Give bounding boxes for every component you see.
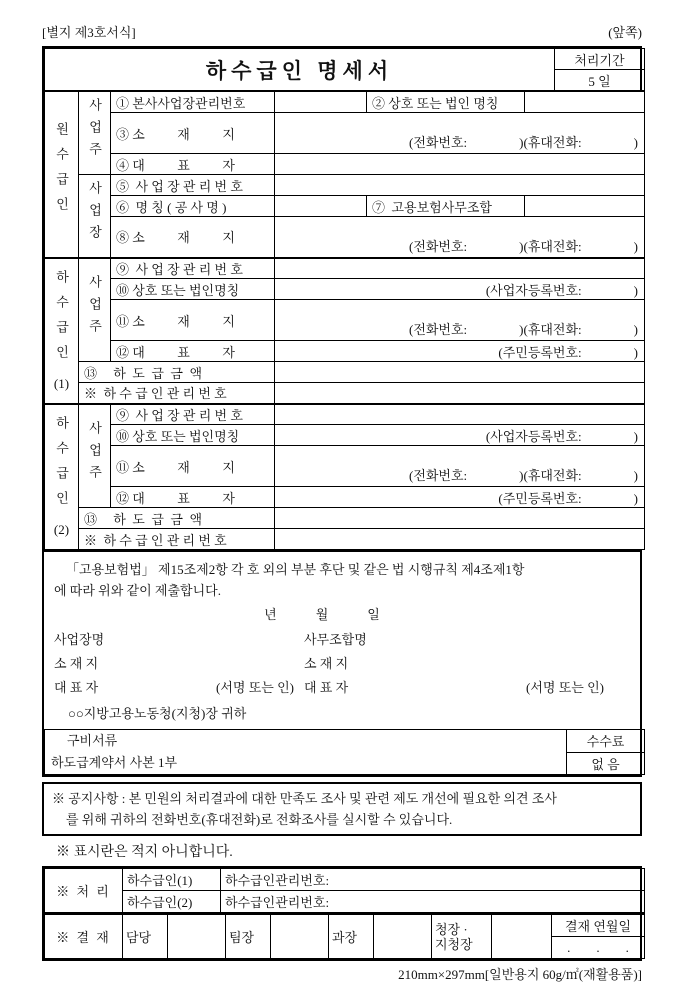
field-label-10-s1: ⑩ 상호 또는 법인명칭 xyxy=(111,279,275,300)
field-label-9-s1: ⑨ 사 업 장 관 리 번 호 xyxy=(111,258,275,279)
processing-period-value: 5 일 xyxy=(555,70,645,91)
approver-chief-sign-cell[interactable] xyxy=(492,914,552,959)
processing-row2-value[interactable]: 하수급인관리번호: xyxy=(221,891,645,913)
section-label-subcontractor-1: 하수급인 (1) xyxy=(45,258,79,404)
field-label-2: ② 상호 또는 법인 명칭 xyxy=(367,92,525,113)
field-value-1[interactable] xyxy=(275,92,367,113)
right-address-label: 소 재 지 xyxy=(304,656,349,671)
approver-manager-label: 과장 xyxy=(329,914,374,959)
processing-row2-name: 하수급인(2) xyxy=(123,891,221,913)
paper-spec-note: 210mm×297mm[일반용지 60g/㎡(재활용품)] xyxy=(398,967,642,982)
sublabel-employer-s1: 사업주 xyxy=(79,258,111,362)
statement-line2: 에 따라 위와 같이 제출합니다. xyxy=(54,583,221,598)
field-label-mgmtno-s1: ※ 하 수 급 인 관 리 번 호 xyxy=(79,383,275,404)
field-value-11-s2[interactable]: (전화번호: )(휴대전화: ) xyxy=(275,446,645,487)
approver-teamlead-sign-cell[interactable] xyxy=(271,914,329,959)
page-header xyxy=(42,22,642,41)
field-value-12-s1[interactable]: (주민등록번호: ) xyxy=(275,341,645,362)
statement-line1: 「고용보험법」 제15조제2항 각 호 외의 부분 후단 및 같은 법 시행규칙 제4조제1항 xyxy=(66,562,525,577)
field-value-10-s1[interactable]: (사업자등록번호: ) xyxy=(275,279,645,300)
field-value-4[interactable] xyxy=(275,154,645,175)
field-label-5: ⑤ 사 업 장 관 리 번 호 xyxy=(111,175,275,196)
field-value-7[interactable] xyxy=(525,196,645,217)
field-label-1: ① 본사사업장관리번호 xyxy=(111,92,275,113)
field-label-10-s2: ⑩ 상호 또는 법인명칭 xyxy=(111,425,275,446)
approval-table xyxy=(44,913,645,959)
left-address-label: 소 재 지 xyxy=(54,656,99,671)
field-label-8: ⑧ 소 재 지 xyxy=(111,217,275,258)
processing-approval-box xyxy=(42,866,642,961)
field-label-13-s2: ⑬ 하 도 급 금 액 xyxy=(79,508,275,529)
required-documents-cell xyxy=(45,730,567,775)
field-label-11-s1: ⑪ 소 재 지 xyxy=(111,300,275,341)
notice-line1: ※ 공지사항 : 본 민원의 처리결과에 대한 만족도 조사 및 관련 제도 개선에 필요한 의견 조사 xyxy=(52,791,557,806)
approver-staff-sign-cell[interactable] xyxy=(168,914,226,959)
field-label-12-s1: ⑫ 대 표 자 xyxy=(111,341,275,362)
notice-line2: 를 위해 귀하의 전화번호(휴대전화)로 전화조사를 실시할 수 있습니다. xyxy=(66,812,453,827)
processing-row1-value[interactable]: 하수급인관리번호: xyxy=(221,869,645,891)
left-representative-label: 대 표 자 xyxy=(54,680,99,695)
field-value-9-s1[interactable] xyxy=(275,258,645,279)
left-signature-note[interactable]: (서명 또는 인) xyxy=(216,680,294,695)
recipient-line: ○○지방고용노동청(지청)장 귀하 xyxy=(68,706,247,721)
title-band xyxy=(44,48,645,91)
sublabel-employer: 사업주 xyxy=(79,92,111,175)
field-value-13-s2[interactable] xyxy=(275,508,645,529)
field-value-13-s1[interactable] xyxy=(275,362,645,383)
field-value-6[interactable] xyxy=(275,196,367,217)
field-label-3: ③ 소 재 지 xyxy=(111,113,275,154)
processing-table xyxy=(44,868,645,913)
approval-date-label: 결재 연월일 xyxy=(552,914,645,937)
sublabel-employer-s2: 사업주 xyxy=(79,404,111,508)
field-label-13-s1: ⑬ 하 도 급 금 액 xyxy=(79,362,275,383)
approval-date-value[interactable]: . . . xyxy=(552,937,645,959)
section-label-subcontractor-2: 하수급인 (2) xyxy=(45,404,79,550)
approver-manager-sign-cell[interactable] xyxy=(374,914,432,959)
documents-item: 하도급계약서 사본 1부 xyxy=(51,755,178,770)
field-value-mgmtno-s1[interactable] xyxy=(275,383,645,404)
field-label-7: ⑦ 고용보험사무조합 xyxy=(367,196,525,217)
form-sheet xyxy=(42,22,642,983)
right-signature-note[interactable]: (서명 또는 인) xyxy=(526,680,604,695)
fee-value: 없 음 xyxy=(567,752,645,775)
field-value-10-s2[interactable]: (사업자등록번호: ) xyxy=(275,425,645,446)
office-association-name-label: 사무조합명 xyxy=(304,632,367,647)
approver-staff-label: 담당 xyxy=(123,914,168,959)
approval-label: ※ 결 재 xyxy=(45,914,123,959)
field-value-11-s1[interactable]: (전화번호: )(휴대전화: ) xyxy=(275,300,645,341)
date-line[interactable]: 년 월 일 xyxy=(264,607,380,622)
workplace-name-label: 사업장명 xyxy=(54,632,105,647)
main-form-box xyxy=(42,46,642,777)
field-label-11-s2: ⑪ 소 재 지 xyxy=(111,446,275,487)
field-label-mgmtno-s2: ※ 하 수 급 인 관 리 번 호 xyxy=(79,529,275,550)
right-representative-label: 대 표 자 xyxy=(304,680,349,695)
processing-period-label: 처리기간 xyxy=(555,49,645,70)
footnote: ※ 표시란은 적지 아니합니다. xyxy=(56,845,233,860)
statement-block xyxy=(44,550,640,729)
field-value-5[interactable] xyxy=(275,175,645,196)
side-note: (앞쪽) xyxy=(608,25,642,40)
field-value-8[interactable]: (전화번호: )(휴대전화: ) xyxy=(275,217,645,258)
processing-label: ※ 처 리 xyxy=(45,869,123,913)
notice-box xyxy=(42,782,642,836)
field-label-12-s2: ⑫ 대 표 자 xyxy=(111,487,275,508)
field-value-2[interactable] xyxy=(525,92,645,113)
field-label-6: ⑥ 명 칭 ( 공 사 명 ) xyxy=(111,196,275,217)
field-value-9-s2[interactable] xyxy=(275,404,645,425)
approver-teamlead-label: 팀장 xyxy=(226,914,271,959)
documents-band xyxy=(44,729,645,775)
field-label-9-s2: ⑨ 사 업 장 관 리 번 호 xyxy=(111,404,275,425)
processing-row1-name: 하수급인(1) xyxy=(123,869,221,891)
field-label-4: ④ 대 표 자 xyxy=(111,154,275,175)
field-value-mgmtno-s2[interactable] xyxy=(275,529,645,550)
documents-label: 구비서류 xyxy=(67,733,118,748)
approver-chief-label: 청장 · 지청장 xyxy=(432,914,492,959)
doc-note: [별지 제3호서식] xyxy=(42,25,136,40)
fee-label: 수수료 xyxy=(567,730,645,753)
section-label-prime-contractor: 원수급인 xyxy=(45,92,79,258)
field-value-3[interactable]: (전화번호: )(휴대전화: ) xyxy=(275,113,645,154)
form-grid xyxy=(44,91,645,550)
form-title: 하수급인 명세서 xyxy=(45,49,555,91)
sublabel-workplace: 사업장 xyxy=(79,175,111,258)
field-value-12-s2[interactable]: (주민등록번호: ) xyxy=(275,487,645,508)
